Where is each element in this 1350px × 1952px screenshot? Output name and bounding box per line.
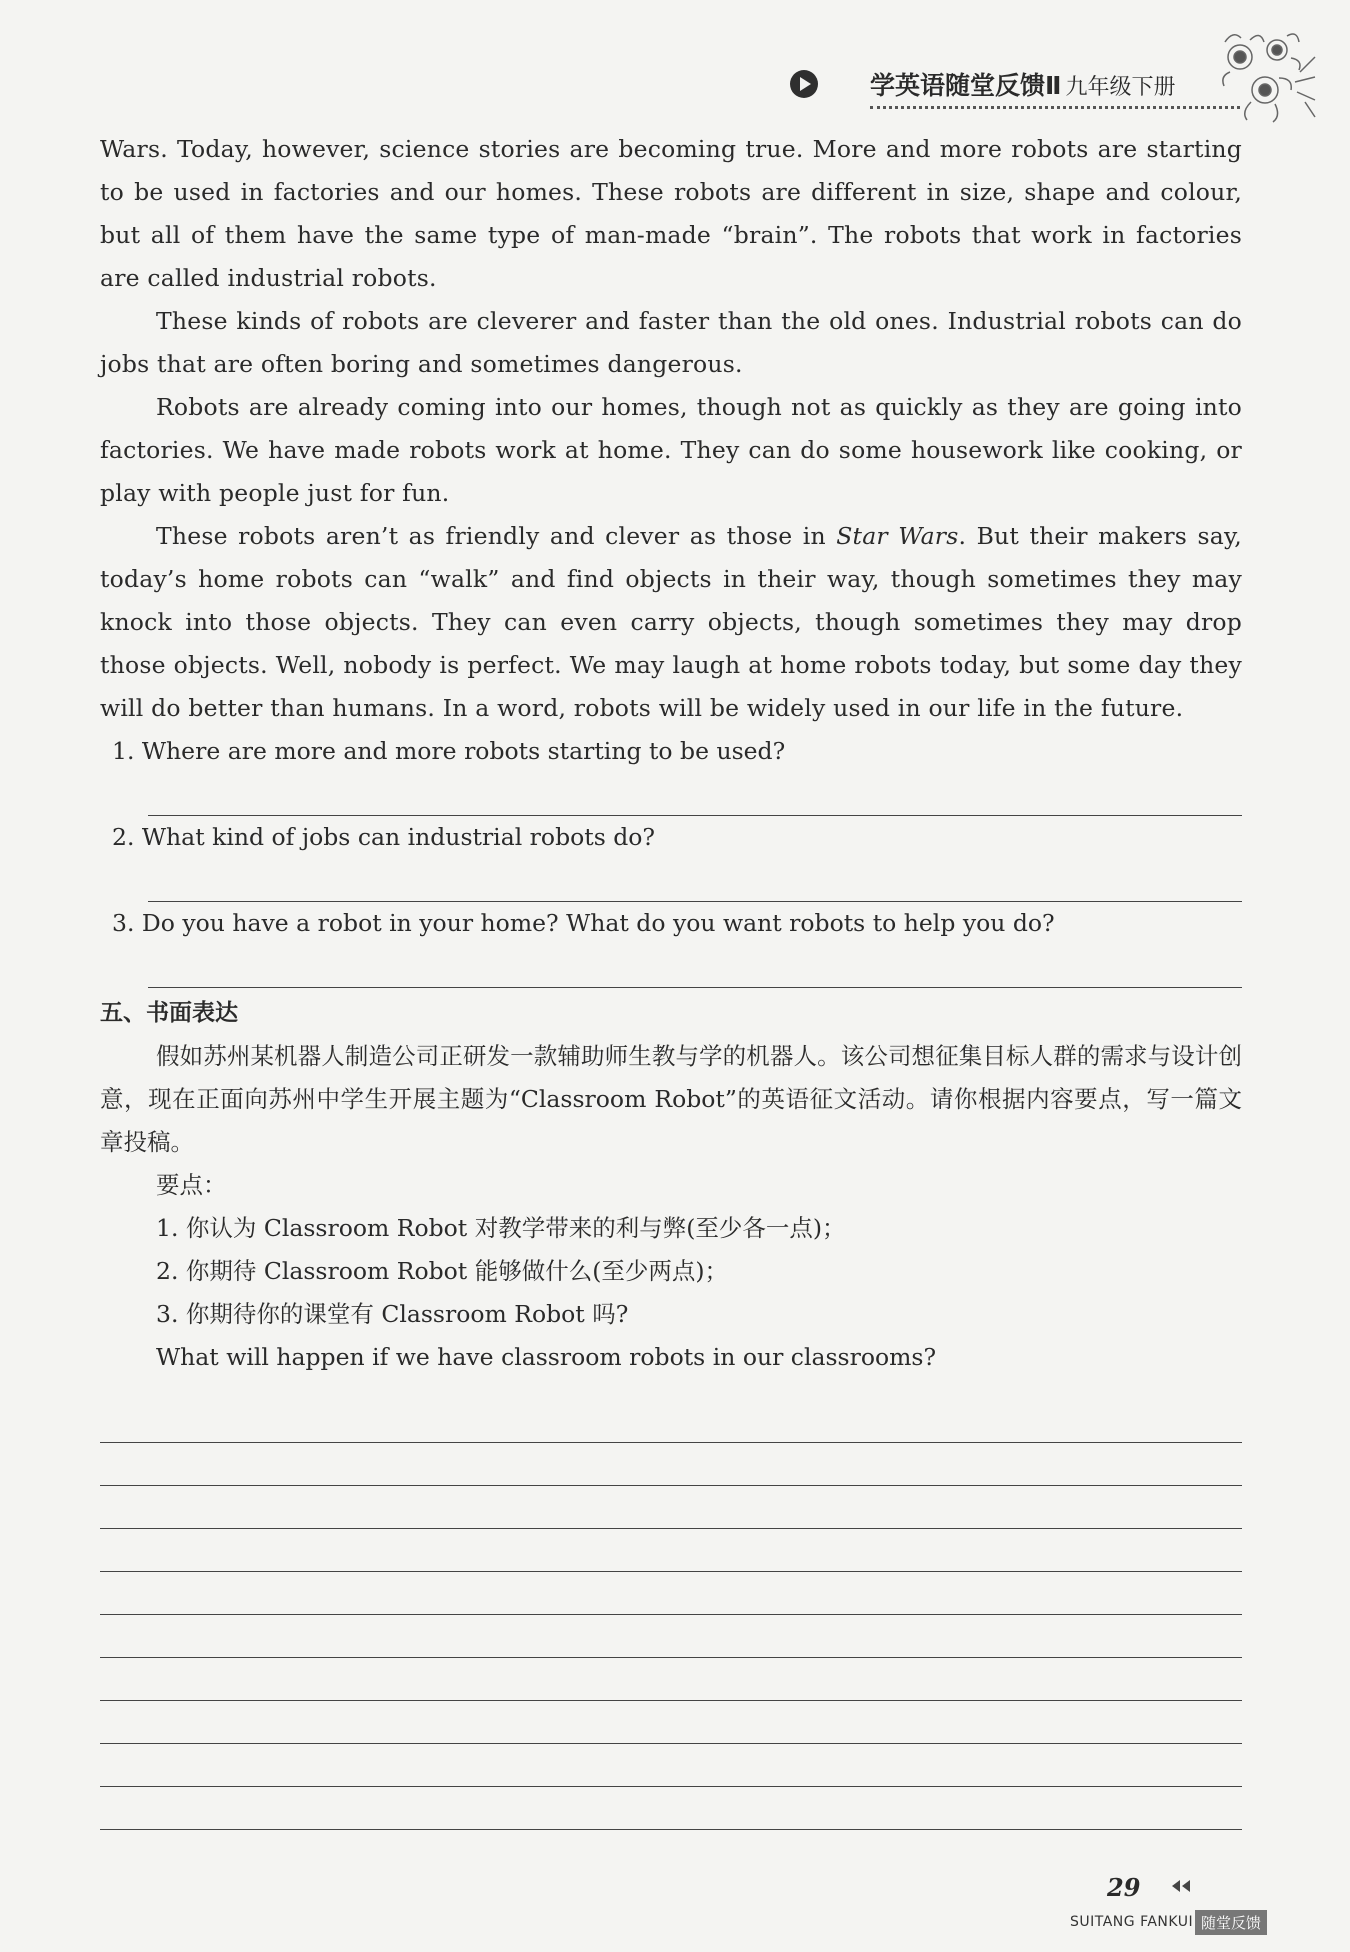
play-icon [790, 70, 818, 98]
question-3: 3. Do you have a robot in your home? What do you want robots to help you do? [112, 909, 1055, 937]
main-content [100, 128, 1242, 1379]
writing-line[interactable] [100, 1744, 1242, 1787]
passage-paragraph-1: Wars. Today, however, science stories are becoming true. More and more robots are starting to be used in factories and our homes. These robots are different in size, shape and colour, but all of them have the same type of man-made “brain”. The robots that work in factories are called industrial robots. [100, 135, 1242, 292]
page-number: 29 [1107, 1873, 1141, 1902]
passage-paragraph-4-start: These robots aren’t as friendly and clever as those in [156, 522, 837, 550]
writing-point-3: 3. 你期待你的课堂有 Classroom Robot 吗? [156, 1300, 629, 1328]
book-title [870, 66, 1175, 102]
footer-brand: SUITANG FANKUI [1070, 1914, 1194, 1930]
writing-line[interactable] [100, 1572, 1242, 1615]
rewind-icon [1170, 1879, 1192, 1893]
writing-opening-sentence: What will happen if we have classroom robots in our classrooms? [156, 1343, 937, 1371]
writing-prompt: 假如苏州某机器人制造公司正研发一款辅助师生教与学的机器人。该公司想征集目标人群的需求与设计创意，现在正面向苏州中学生开展主题为“Classroom Robot”的英语征文活动。请你根据内容要点，写一篇文章投稿。 [100, 1042, 1242, 1156]
book-title-text: 学英语随堂反馈Ⅱ [870, 71, 1062, 100]
passage-paragraph-4 [100, 515, 1242, 730]
writing-line[interactable] [100, 1658, 1242, 1701]
writing-line[interactable] [100, 1400, 1242, 1443]
question-1: 1. Where are more and more robots starting to be used? [112, 737, 786, 765]
star-wars-title: Star Wars [836, 522, 959, 550]
writing-area [100, 1400, 1242, 1830]
writing-line[interactable] [100, 1486, 1242, 1529]
sunflower-icon [1205, 22, 1325, 132]
writing-line[interactable] [100, 1443, 1242, 1486]
answer-line-1[interactable] [148, 773, 1242, 816]
writing-line[interactable] [100, 1615, 1242, 1658]
writing-line[interactable] [100, 1701, 1242, 1744]
passage-paragraph-3: Robots are already coming into our homes, though not as quickly as they are going into factories. We have made robots work at home. They can do some housework like cooking, or play with people just for fun. [100, 393, 1242, 507]
writing-line[interactable] [100, 1787, 1242, 1830]
passage-paragraph-4-end: . But their makers say, today’s home robots can “walk” and find objects in their way, though sometimes they may knock into those objects. They can even carry objects, though sometimes they may drop those objects. Well, nobody is perfect. We may laugh at home robots today, but some day they will do better than humans. In a word, robots will be widely used in our life in the future. [100, 522, 1242, 722]
header-dotted-rule [870, 106, 1240, 109]
writing-point-1: 1. 你认为 Classroom Robot 对教学带来的利与弊(至少各一点)； [156, 1214, 846, 1242]
passage-paragraph-2: These kinds of robots are cleverer and faster than the old ones. Industrial robots can do jobs that are often boring and sometimes dangerous. [100, 307, 1242, 378]
book-subtitle: 九年级下册 [1065, 75, 1176, 100]
answer-line-2[interactable] [148, 859, 1242, 902]
footer-badge: 随堂反馈 [1195, 1910, 1267, 1935]
writing-line[interactable] [100, 1529, 1242, 1572]
answer-line-3[interactable] [148, 945, 1242, 988]
question-2: 2. What kind of jobs can industrial robots do? [112, 823, 656, 851]
section-title-writing: 五、书面表达 [100, 1000, 238, 1026]
writing-point-2: 2. 你期待 Classroom Robot 能够做什么(至少两点)； [156, 1257, 729, 1285]
points-label: 要点： [156, 1171, 227, 1199]
page-header [790, 62, 1260, 112]
